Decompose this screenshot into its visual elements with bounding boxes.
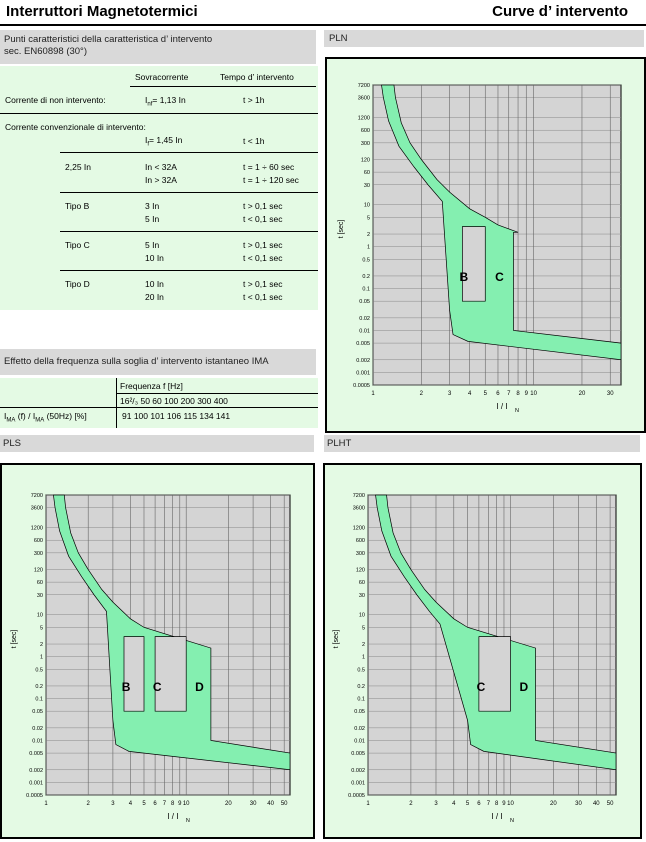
y-tick-label: 0.0005 (348, 793, 365, 799)
col-sovracorrente: Sovracorrente (135, 72, 189, 82)
y-tick-label: 60 (358, 580, 365, 587)
pln-label: PLN (329, 33, 348, 44)
curve-gap (121, 637, 144, 712)
page-title: Interruttori Magnetotermici (6, 3, 198, 20)
x-tick-label: 5 (483, 391, 487, 397)
x-tick-label: 40 (267, 801, 274, 807)
x-axis-label-sub: N (509, 818, 514, 824)
y-tick-label: 0.01 (354, 738, 365, 745)
tipo-b-t1: t > 0,1 sec (243, 201, 283, 211)
divider (60, 192, 318, 193)
curve-gap (459, 227, 485, 302)
y-tick-label: 600 (360, 128, 370, 135)
x-tick-label: 5 (465, 801, 470, 807)
y-tick-label: 120 (355, 567, 365, 574)
x-tick-label: 10 (182, 801, 190, 807)
pls-label: PLS (3, 438, 21, 449)
y-tick-label: 0.0005 (26, 793, 43, 799)
y-axis-label: t [sec] (11, 629, 18, 649)
curve-label-c: C (495, 270, 504, 285)
y-tick-label: 2 (366, 232, 370, 239)
x-tick-label: 1 (366, 801, 370, 807)
y-tick-label: 0.02 (32, 725, 43, 732)
x-axis-label: I / I (491, 812, 503, 821)
curve-label-b: B (459, 270, 469, 285)
y-tick-label: 3600 (357, 95, 370, 102)
y-tick-label: 0.002 (29, 767, 43, 774)
divider (0, 407, 318, 408)
row-225-c2: In > 32A (145, 175, 177, 185)
y-tick-label: 0.001 (356, 370, 370, 377)
y-tick-label: 5 (366, 215, 370, 222)
tipo-b-c1: 3 In (145, 201, 160, 211)
x-tick-label: 4 (128, 801, 133, 807)
y-tick-label: 600 (355, 538, 365, 545)
x-tick-label: 8 (170, 801, 175, 807)
divider (60, 152, 318, 153)
y-tick-label: 0.0005 (353, 383, 370, 389)
x-tick-label: 3 (447, 391, 452, 397)
y-tick-label: 3600 (352, 505, 365, 512)
freq-header: Frequenza f [Hz] (120, 381, 183, 391)
divider (60, 270, 318, 271)
row-225-t2: t = 1 ÷ 120 sec (243, 175, 299, 185)
x-tick-label: 4 (468, 391, 472, 397)
y-tick-label: 0.05 (359, 299, 370, 306)
x-tick-label: 2 (86, 801, 90, 807)
x-tick-label: 1 (371, 391, 375, 397)
y-tick-label: 0.2 (362, 273, 370, 280)
plht-label: PLHT (327, 438, 352, 449)
row-225-t1: t = 1 ÷ 60 sec (243, 162, 295, 172)
curve-label-c: C (476, 680, 486, 695)
curve-label-b: B (121, 680, 131, 695)
tipo-b-label: Tipo B (65, 201, 90, 211)
pls-chart-frame (0, 463, 315, 839)
x-tick-label: 20 (225, 801, 232, 807)
y-tick-label: 0.002 (351, 767, 365, 774)
non-intervento-value: $I_{nf}= 1,13$ In (145, 95, 186, 108)
non-intervento-label: Corrente di non intervento: (5, 95, 106, 105)
ima-row-label: $I_{MA}$ $(f) / I_{MA}$ (50Hz) [%] (4, 411, 87, 424)
x-tick-label: 9 (524, 391, 528, 397)
divider (60, 231, 318, 232)
plht-chart-frame (323, 463, 642, 839)
tipo-d-c2: 20 In (145, 292, 164, 302)
x-axis-label: I / I (167, 812, 179, 821)
pln-chart (327, 59, 644, 431)
divider (130, 86, 316, 87)
y-tick-label: 1200 (357, 115, 370, 122)
y-tick-label: 7200 (30, 493, 43, 499)
pln-chart-frame (325, 57, 646, 433)
divider (116, 393, 318, 394)
tipo-b-t2: t < 0,1 sec (243, 214, 283, 224)
y-tick-label: 120 (360, 157, 370, 164)
freq-values: 16²/₃ 50 60 100 200 300 400 (120, 396, 228, 406)
divider (116, 378, 117, 428)
x-tick-label: 30 (606, 391, 614, 397)
y-tick-label: 0.2 (35, 683, 43, 690)
x-axis-label-sub: N (514, 408, 519, 414)
x-tick-label: 2 (419, 391, 424, 397)
y-tick-label: 30 (358, 592, 365, 599)
y-tick-label: 60 (363, 170, 370, 177)
y-tick-label: 0.1 (362, 286, 370, 293)
y-tick-label: 1 (39, 654, 43, 661)
x-tick-label: 9 (502, 801, 506, 807)
x-axis-label: I / I (496, 402, 508, 411)
x-tick-label: 10 (507, 801, 514, 807)
divider (0, 113, 318, 114)
y-tick-label: 0.002 (356, 357, 370, 364)
y-tick-label: 600 (33, 538, 43, 545)
y-tick-label: 2 (361, 642, 365, 649)
y-tick-label: 0.1 (35, 696, 43, 703)
y-tick-label: 0.001 (351, 780, 365, 787)
y-tick-label: 10 (363, 202, 370, 209)
tipo-b-c2: 5 In (145, 214, 160, 224)
curve-label-c: C (152, 680, 162, 695)
x-tick-label: 20 (550, 801, 557, 807)
pls-bar (0, 435, 314, 452)
x-tick-label: 1 (44, 801, 48, 807)
y-tick-label: 3600 (30, 505, 43, 512)
y-tick-label: 0.01 (32, 738, 43, 745)
y-axis-label: t [sec] (338, 219, 345, 239)
y-tick-label: 300 (33, 550, 43, 557)
y-tick-label: 0.001 (29, 780, 43, 787)
x-axis-label-sub: N (185, 818, 190, 824)
tipo-c-label: Tipo C (65, 240, 90, 250)
pln-bar (324, 30, 644, 47)
table1-title-line1: Punti caratteristici della caratteristica d’ intervento (4, 34, 213, 45)
tipo-d-label: Tipo D (65, 279, 90, 289)
y-tick-label: 120 (33, 567, 43, 574)
x-tick-label: 6 (496, 391, 500, 397)
y-tick-label: 5 (361, 625, 365, 632)
non-intervento-time: t > 1h (243, 95, 265, 105)
row-225-label: 2,25 In (65, 162, 91, 172)
y-tick-label: 0.05 (32, 709, 43, 716)
tipo-d-t2: t < 0,1 sec (243, 292, 283, 302)
y-tick-label: 0.005 (356, 341, 370, 348)
x-tick-label: 7 (162, 801, 167, 807)
table2-title-bar (0, 349, 316, 375)
conv-value: $I_f= 1,45$ In (145, 135, 183, 148)
tipo-c-c2: 10 In (145, 253, 164, 263)
x-tick-label: 10 (530, 391, 537, 397)
table1-title-bar (0, 30, 316, 64)
page-header (0, 0, 646, 26)
y-tick-label: 0.01 (359, 328, 370, 335)
y-tick-label: 10 (358, 612, 365, 619)
curve-label-d: D (195, 680, 204, 695)
y-tick-label: 0.02 (354, 725, 365, 732)
y-tick-label: 0.5 (35, 667, 43, 674)
row-225-c1: In < 32A (145, 162, 177, 172)
x-tick-label: 30 (249, 801, 257, 807)
x-tick-label: 3 (111, 801, 115, 807)
x-tick-label: 6 (153, 801, 157, 807)
x-tick-label: 6 (477, 801, 481, 807)
y-tick-label: 0.005 (29, 751, 43, 758)
x-tick-label: 7 (486, 801, 491, 807)
x-tick-label: 8 (495, 801, 499, 807)
y-tick-label: 0.005 (351, 751, 365, 758)
x-tick-label: 2 (409, 801, 413, 807)
curve-gap (152, 637, 186, 712)
tipo-c-t1: t > 0,1 sec (243, 240, 283, 250)
y-tick-label: 1 (366, 244, 370, 251)
x-tick-label: 7 (507, 391, 511, 397)
y-axis-label: t [sec] (333, 629, 340, 649)
x-tick-label: 30 (575, 801, 582, 807)
x-tick-label: 50 (606, 801, 614, 807)
y-tick-label: 7200 (352, 493, 365, 499)
page-subtitle: Curve d’ intervento (492, 3, 628, 20)
conv-time: t < 1h (243, 136, 265, 146)
y-tick-label: 7200 (357, 83, 370, 89)
x-tick-label: 9 (178, 801, 182, 807)
table1-title-line2: sec. EN60898 (30°) (4, 46, 88, 57)
curve-label-d: D (519, 680, 529, 695)
x-tick-label: 20 (578, 391, 586, 397)
x-tick-label: 40 (592, 801, 600, 807)
y-tick-label: 300 (355, 550, 365, 557)
x-tick-label: 8 (516, 391, 520, 397)
y-tick-label: 1 (361, 654, 365, 661)
y-tick-label: 30 (36, 592, 43, 599)
col-tempo: Tempo d’ intervento (220, 72, 294, 82)
y-tick-label: 2 (39, 642, 43, 649)
y-tick-label: 0.2 (357, 683, 365, 690)
y-tick-label: 0.5 (357, 667, 365, 674)
plht-chart (325, 465, 640, 837)
tipo-d-t1: t > 0,1 sec (243, 279, 283, 289)
y-tick-label: 10 (36, 612, 43, 619)
x-tick-label: 50 (280, 801, 288, 807)
tipo-d-c1: 10 In (145, 279, 164, 289)
x-tick-label: 3 (434, 801, 438, 807)
y-tick-label: 0.05 (354, 709, 365, 716)
plht-bar (324, 435, 640, 452)
x-tick-label: 5 (142, 801, 146, 807)
y-tick-label: 30 (363, 182, 370, 189)
conv-label: Corrente convenzionale di intervento: (5, 122, 146, 132)
curve-gap (476, 637, 511, 712)
y-tick-label: 1200 (352, 525, 365, 532)
y-tick-label: 0.5 (362, 257, 370, 264)
y-tick-label: 60 (36, 580, 43, 587)
x-tick-label: 4 (452, 801, 456, 807)
y-tick-label: 0.1 (357, 696, 365, 703)
ima-row-values: 91 100 101 106 115 134 141 (122, 411, 231, 421)
y-tick-label: 5 (39, 625, 43, 632)
pls-chart (2, 465, 313, 837)
y-tick-label: 0.02 (359, 315, 370, 322)
tipo-c-c1: 5 In (145, 240, 160, 250)
table2-title: Effetto della frequenza sulla soglia d’ intervento istantaneo IMA (4, 356, 269, 367)
tipo-c-t2: t < 0,1 sec (243, 253, 283, 263)
y-tick-label: 1200 (30, 525, 43, 532)
y-tick-label: 300 (360, 140, 370, 147)
